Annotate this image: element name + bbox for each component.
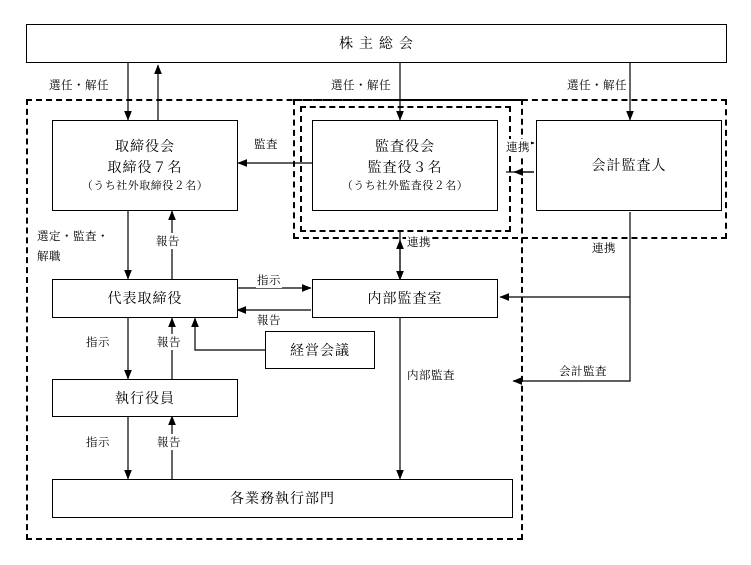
label-appoint-supervise-dismiss-2: 解職	[36, 248, 62, 264]
box-management-line1: 経営会議	[290, 341, 350, 358]
label-instruct-internalaudit: 指示	[256, 272, 282, 288]
box-board-line1: 取締役会	[115, 138, 175, 155]
box-accounting-auditor	[536, 120, 722, 211]
box-internalaudit-line1: 内部監査室	[367, 290, 443, 306]
box-representative-line1: 代表取締役	[107, 290, 183, 306]
label-internal-audit-flow: 内部監査	[406, 367, 456, 383]
label-elect-auditboard: 選任・解任	[330, 77, 392, 93]
label-accounting-audit: 会計監査	[558, 363, 608, 379]
label-report-board: 報告	[155, 233, 181, 249]
label-elect-accountant: 選任・解任	[566, 77, 628, 93]
box-representative-director	[52, 279, 238, 318]
label-cooperate-auditboard-accountant: 連携	[505, 139, 531, 155]
label-appoint-supervise-dismiss-1: 選定・監査・	[36, 228, 110, 244]
box-auditboard-line1: 監査役会	[375, 138, 435, 155]
box-business-departments	[52, 479, 513, 518]
label-cooperate-internalaudit-auditboard: 連携	[406, 234, 432, 250]
label-report-management: 報告	[156, 334, 182, 350]
label-report-internalaudit: 報告	[256, 312, 282, 328]
box-shareholders	[26, 24, 727, 63]
box-accountant-line1: 会計監査人	[591, 157, 667, 173]
box-board-line2: 取締役７名	[107, 159, 183, 176]
box-audit-and-supervisory-board	[312, 120, 498, 211]
label-audit-board: 監査	[253, 136, 279, 152]
label-instruct-executive: 指示	[85, 334, 111, 350]
label-instruct-departments: 指示	[85, 434, 111, 450]
box-departments-line1: 各業務執行部門	[230, 490, 335, 506]
label-report-departments: 報告	[156, 434, 182, 450]
box-internal-audit-office	[312, 279, 498, 318]
label-cooperate-accountant-internalaudit: 連携	[591, 240, 617, 256]
box-auditboard-line3: （うち社外監査役２名）	[341, 180, 469, 193]
box-management-meeting	[265, 331, 375, 369]
box-auditboard-line2: 監査役３名	[367, 159, 443, 176]
box-board-line3: （うち社外取締役２名）	[81, 180, 209, 193]
box-executive-officers	[52, 379, 238, 417]
box-board-of-directors	[52, 120, 238, 211]
box-executive-line1: 執行役員	[115, 389, 175, 406]
box-shareholders-line1: 株 主 総 会	[339, 35, 414, 51]
label-elect-board: 選任・解任	[48, 77, 110, 93]
